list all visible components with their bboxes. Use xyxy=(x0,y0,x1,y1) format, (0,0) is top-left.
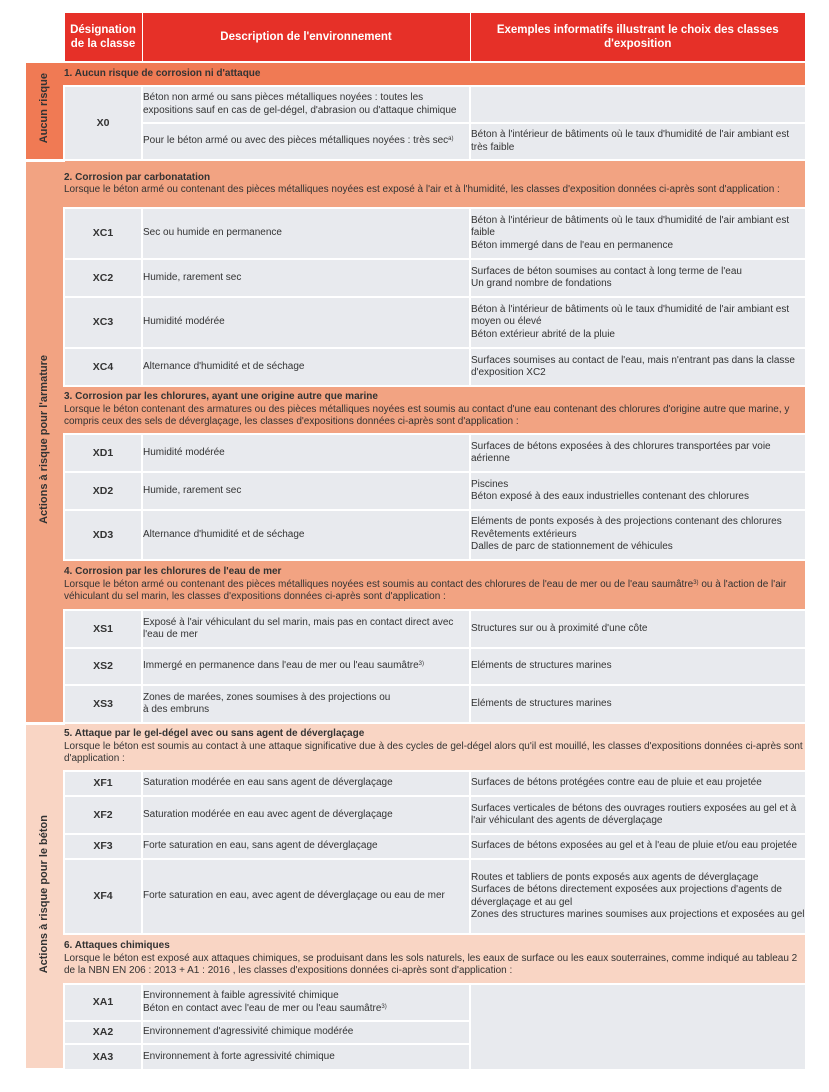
table-row xyxy=(26,434,805,472)
header-blank xyxy=(26,13,64,62)
class-code-xf2: XF2 xyxy=(64,796,142,834)
xs1-description: Exposé à l'air véhiculant du sel marin, mais pas en contact direct avec l'eau de mer xyxy=(142,610,470,648)
section-1-title: 1. Aucun risque de corrosion ni d'attaque xyxy=(64,67,261,79)
xa-example xyxy=(470,984,805,1069)
xs3-example: Eléments de structures marines xyxy=(470,685,805,723)
xc4-example xyxy=(470,348,805,386)
footnote-marker: 3) xyxy=(381,1003,387,1010)
text-line: Béton à l'intérieur de bâtiments où le taux d'humidité de l'air ambiant est faible xyxy=(471,214,790,239)
table-row xyxy=(26,259,805,297)
section-6-header xyxy=(26,934,805,984)
section-3-text: Lorsque le béton contenant des armatures ou des pièces métalliques noyées est soumis au contact d'une eau contenant des chlorures d'origine autre que marine, y compris ceux des sels de déverglaçage, les classes d'expositions données ci-après sont d'application : xyxy=(64,403,790,428)
text-line: Environnement à faible agressivité chimique xyxy=(143,990,339,1001)
section-4-text-a: Lorsque le béton armé ou contenant des pièces métalliques noyées est soumis au contact des chlorures de l'eau de mer ou de l'eau saumâtre xyxy=(64,578,694,590)
table-row xyxy=(26,685,805,723)
class-code-xc4: XC4 xyxy=(64,348,142,386)
xs1-example: Structures sur ou à proximité d'une côte xyxy=(470,610,805,648)
section-2-text: Lorsque le béton armé ou contenant des pièces métalliques noyées est exposé à l'air et à l'humidité, les classes d'exposition données ci-après sont d'application : xyxy=(64,184,780,195)
xc1-description: Sec ou humide en permanence xyxy=(142,208,470,259)
class-code-x0: X0 xyxy=(64,86,142,160)
class-code-xd1: XD1 xyxy=(64,434,142,472)
xc2-description: Humide, rarement sec xyxy=(142,259,470,297)
text-line: Routes et tabliers de ponts exposés aux agents de déverglaçage xyxy=(471,871,759,883)
xd2-description: Humide, rarement sec xyxy=(142,472,470,510)
class-code-xc1: XC1 xyxy=(64,208,142,259)
class-code-xd2: XD2 xyxy=(64,472,142,510)
section-3-cell xyxy=(64,386,805,434)
xa3-description: Environnement à forte agressivité chimique xyxy=(142,1044,470,1069)
text-line: Dalles de parc de stationnement de véhicules xyxy=(471,541,673,553)
table-row xyxy=(26,984,805,1021)
text-line: Eléments de ponts exposés à des projections contenant des chlorures xyxy=(471,516,782,528)
class-code-xf4: XF4 xyxy=(64,859,142,934)
class-code-xf3: XF3 xyxy=(64,834,142,859)
xd3-example xyxy=(470,510,805,560)
exposure-classes-table xyxy=(26,13,805,1071)
table-row xyxy=(26,472,805,510)
x0-description-2: Pour le béton armé ou avec des pièces métalliques noyées : très $\sec^{a)}$ xyxy=(142,123,470,160)
table-header xyxy=(26,13,805,62)
section-6-text: Lorsque le béton est exposé aux attaques chimiques, se produisant dans les sols naturels, les eaux de surface ou les eaux souterraines, comme indiqué au tableau 2 de la NBN EN 206 : 2013 + A1 : 2016 , les classes d'expositions données ci-après sont d'application : xyxy=(64,952,798,977)
xf3-example: Surfaces de bétons exposées au gel et à l'eau de pluie et/ou eau projetée xyxy=(470,834,805,859)
table-row xyxy=(26,610,805,648)
text-line: Béton à l'intérieur de bâtiments où le taux d'humidité de l'air ambiant est moyen ou élevé xyxy=(471,303,790,328)
table-row xyxy=(26,510,805,560)
text-line: Un grand nombre de fondations xyxy=(471,278,612,289)
text-line: Béton en contact avec l'eau de mer ou l'eau saumâtre$^{3)}$ xyxy=(143,1002,387,1014)
table-row xyxy=(26,796,805,834)
section-4-text-b: ou à l'action de l'air véhiculant du sel marin, les classes d'expositions données ci-après sont d'application : xyxy=(64,578,787,603)
text-line: Surfaces de bétons exposées à des chlorures transportées par voie aérienne xyxy=(471,440,771,464)
xs2-description: Immergé en permanence dans l'eau de mer ou l'eau saumâtre$^{3)}$ xyxy=(142,648,470,685)
class-code-xf1: XF1 xyxy=(64,771,142,796)
class-code-xs3: XS3 xyxy=(64,685,142,723)
text-line: Revêtements extérieurs xyxy=(471,528,577,540)
text-line: Béton exposé à des eaux industrielles contenant des chlorures xyxy=(471,491,749,502)
x0-example-2: Béton à l'intérieur de bâtiments où le taux d'humidité de l'air ambiant est très faible xyxy=(470,123,805,160)
side-label-beton: Actions à risque pour le béton xyxy=(26,723,64,1069)
header-description: Description de l'environnement xyxy=(142,13,470,62)
table-row xyxy=(26,771,805,796)
side-label-aucun-risque: Aucun risque xyxy=(26,62,64,160)
class-code-xc2: XC2 xyxy=(64,259,142,297)
text-line: Béton immergé dans de l'eau en permanence xyxy=(471,239,674,251)
xs2-example: Eléments de structures marines xyxy=(470,648,805,685)
xc3-description: Humidité modérée xyxy=(142,297,470,348)
section-4-footnote: 3) xyxy=(693,579,699,586)
table-row-x0-b xyxy=(26,123,805,160)
section-1-cell xyxy=(64,62,805,86)
x0-example-1 xyxy=(470,86,805,123)
section-5-header xyxy=(26,723,805,771)
section-6-cell xyxy=(64,934,805,984)
xs3-description xyxy=(142,685,470,723)
section-2-cell xyxy=(64,160,805,208)
table-row xyxy=(26,859,805,934)
xc4-description: Alternance d'humidité et de séchage xyxy=(142,348,470,386)
text-line: Surfaces de béton soumises au contact à long terme de l'eau xyxy=(471,265,742,277)
xf1-description: Saturation modérée en eau sans agent de déverglaçage xyxy=(142,771,470,796)
xc3-example xyxy=(470,297,805,348)
class-code-xd3: XD3 xyxy=(64,510,142,560)
table-row xyxy=(26,348,805,386)
text-line: Piscines xyxy=(471,478,509,490)
table-row xyxy=(26,208,805,259)
class-code-xa1: XA1 xyxy=(64,984,142,1021)
class-code-xc3: XC3 xyxy=(64,297,142,348)
table-row-x0-a xyxy=(26,86,805,123)
text-line: Béton extérieur abrité de la pluie xyxy=(471,328,615,340)
section-5-title: 5. Attaque par le gel-dégel avec ou sans agent de déverglaçage xyxy=(64,728,365,740)
text-line: Surfaces soumises au contact de l'eau, mais n'entrant pas dans la classe d'exposition XC2 xyxy=(471,354,795,378)
text-line: Zones des structures marines soumises aux projections et exposées au gel xyxy=(471,909,805,920)
header-examples: Exemples informatifs illustrant le choix des classes d'exposition xyxy=(470,13,805,62)
table-row xyxy=(26,834,805,859)
class-code-xa2: XA2 xyxy=(64,1021,142,1044)
x0-description-1: Béton non armé ou sans pièces métalliques noyées : toutes les expositions sauf en cas de gel-dégel, d'abrasion ou d'attaque chimique xyxy=(142,86,470,123)
section-2-header xyxy=(26,160,805,208)
section-3-title: 3. Corrosion par les chlorures, ayant une origine autre que marine xyxy=(64,391,378,403)
xf1-example: Surfaces de bétons protégées contre eau de pluie et eau projetée xyxy=(470,771,805,796)
section-2-title: 2. Corrosion par carbonatation xyxy=(64,171,211,183)
text-line: Surfaces de bétons directement exposées aux projections d'agents de déverglaçage et au gel xyxy=(471,884,782,908)
text-line: Zones de marées, zones soumises à des projections ou xyxy=(143,691,391,703)
section-3-header xyxy=(26,386,805,434)
xf4-description: Forte saturation en eau, avec agent de déverglaçage ou eau de mer xyxy=(142,859,470,934)
header-class: Désignation de la classe xyxy=(64,13,142,62)
xf3-description: Forte saturation en eau, sans agent de déverglaçage xyxy=(142,834,470,859)
table-row xyxy=(26,297,805,348)
xf4-example xyxy=(470,859,805,934)
table-row xyxy=(26,648,805,685)
xd1-example xyxy=(470,434,805,472)
text-line: à des embruns xyxy=(143,704,210,715)
section-4-cell xyxy=(64,560,805,610)
xc1-example xyxy=(470,208,805,259)
section-5-cell xyxy=(64,723,805,771)
class-code-xa3: XA3 xyxy=(64,1044,142,1069)
side-label-armature: Actions à risque pour l'armature xyxy=(26,160,64,723)
xf2-description: Saturation modérée en eau avec agent de déverglaçage xyxy=(142,796,470,834)
class-code-xs2: XS2 xyxy=(64,648,142,685)
section-6-title: 6. Attaques chimiques xyxy=(64,940,170,952)
xd3-description: Alternance d'humidité et de séchage xyxy=(142,510,470,560)
section-1-header xyxy=(26,62,805,86)
xc2-example xyxy=(470,259,805,297)
xa2-description: Environnement d'agressivité chimique modérée xyxy=(142,1021,470,1044)
section-5-text: Lorsque le béton est soumis au contact à une attaque significative due à des cycles de gel-dégel alors qu'il est mouillé, les classes d'expositions données ci-après sont d'application : xyxy=(64,740,803,765)
section-4-title: 4. Corrosion par les chlorures de l'eau de mer xyxy=(64,566,282,578)
xa1-description xyxy=(142,984,470,1021)
class-code-xs1: XS1 xyxy=(64,610,142,648)
xd2-example xyxy=(470,472,805,510)
xd1-description: Humidité modérée xyxy=(142,434,470,472)
xf2-example: Surfaces verticales de bétons des ouvrages routiers exposées au gel et à l'air véhiculant des agents de déverglaçage xyxy=(470,796,805,834)
section-4-header xyxy=(26,560,805,610)
